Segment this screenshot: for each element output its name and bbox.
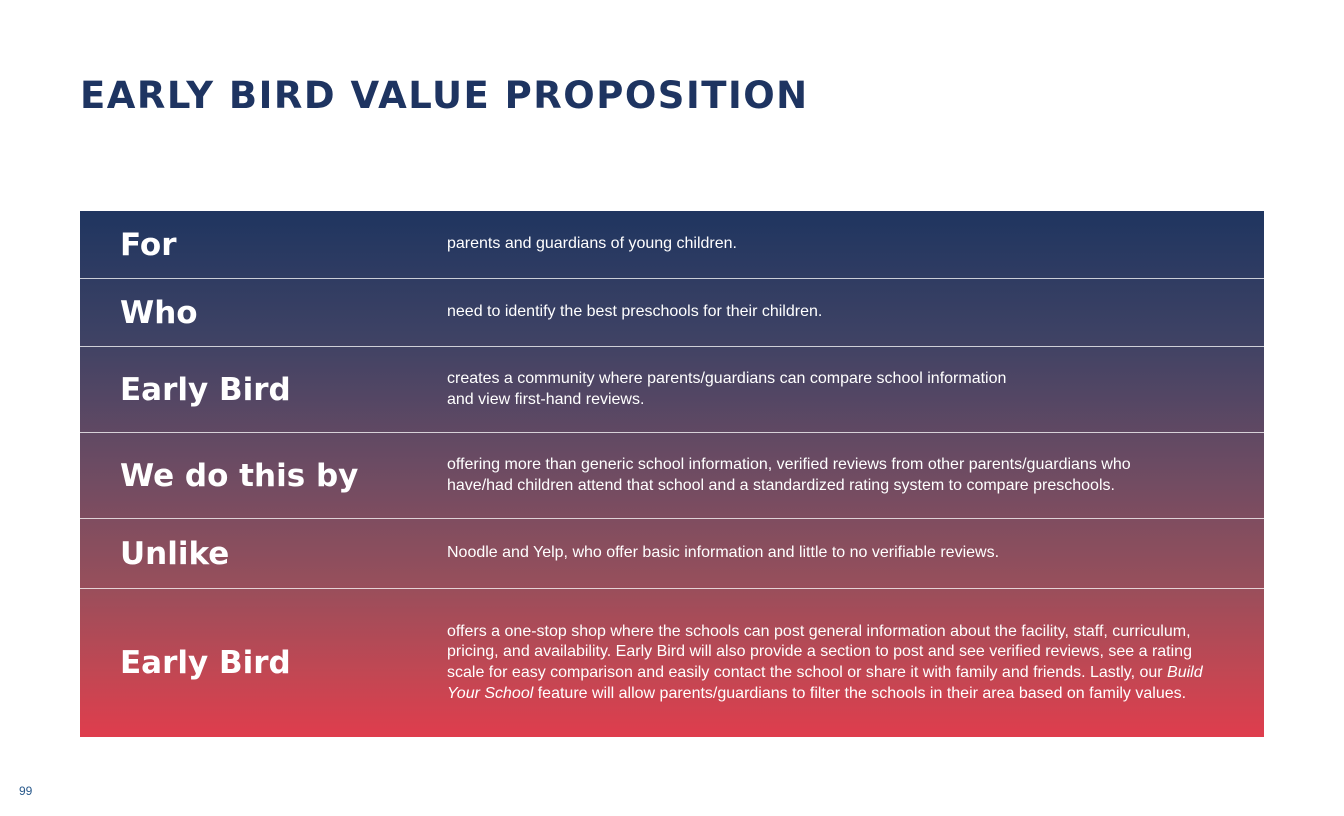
- row-description: [447, 589, 1214, 737]
- page-title: EARLY BIRD VALUE PROPOSITION: [80, 74, 809, 117]
- row-description: [447, 519, 1214, 588]
- row-description-text: Noodle and Yelp, who offer basic information and little to no verifiable reviews.: [447, 544, 1000, 562]
- row-description-part: offers a one-stop shop where the schools can post general information about the facility, staff, curriculum, pricing, and availability. Early Bird will also provide a section to post and see verified reviews, see a rating scale for easy comparison and easily contact the school or share it with family and friends. Lastly, our: [447, 622, 1192, 681]
- page-number: 99: [19, 784, 33, 798]
- row-description-line: have/had children attend that school and a standardized rating system to compare preschools.: [447, 476, 1115, 494]
- row-label: We do this by: [120, 457, 359, 494]
- row-label: For: [120, 226, 177, 263]
- row-description-text: need to identify the best preschools for their children.: [447, 303, 823, 321]
- table-row: [80, 279, 1264, 347]
- value-proposition-table: [80, 211, 1264, 737]
- row-description-text: [447, 369, 1006, 410]
- table-row: [80, 519, 1264, 589]
- row-description: [447, 347, 1214, 432]
- table-row: [80, 589, 1264, 737]
- row-description-text: [447, 455, 1131, 496]
- row-description: [447, 433, 1214, 518]
- row-description: [447, 279, 1214, 346]
- row-description-part: feature will allow parents/guardians to filter the schools in their area based on family values.: [533, 684, 1187, 702]
- feature-name: Build Your School: [447, 664, 1203, 702]
- row-label: Unlike: [120, 535, 230, 572]
- row-label: Early Bird: [120, 371, 291, 408]
- row-label: Early Bird: [120, 645, 291, 681]
- row-description-line: creates a community where parents/guardians can compare school information: [447, 369, 1007, 387]
- row-label: Who: [120, 294, 198, 331]
- table-row: [80, 347, 1264, 433]
- table-row: [80, 211, 1264, 279]
- table-row: [80, 433, 1264, 519]
- row-description-text: parents and guardians of young children.: [447, 235, 737, 253]
- row-description-text: [447, 622, 1214, 704]
- row-description-line: offering more than generic school information, verified reviews from other parents/guardians who: [447, 455, 1131, 473]
- row-description-line: and view first-hand reviews.: [447, 390, 645, 408]
- row-description: [447, 211, 1214, 278]
